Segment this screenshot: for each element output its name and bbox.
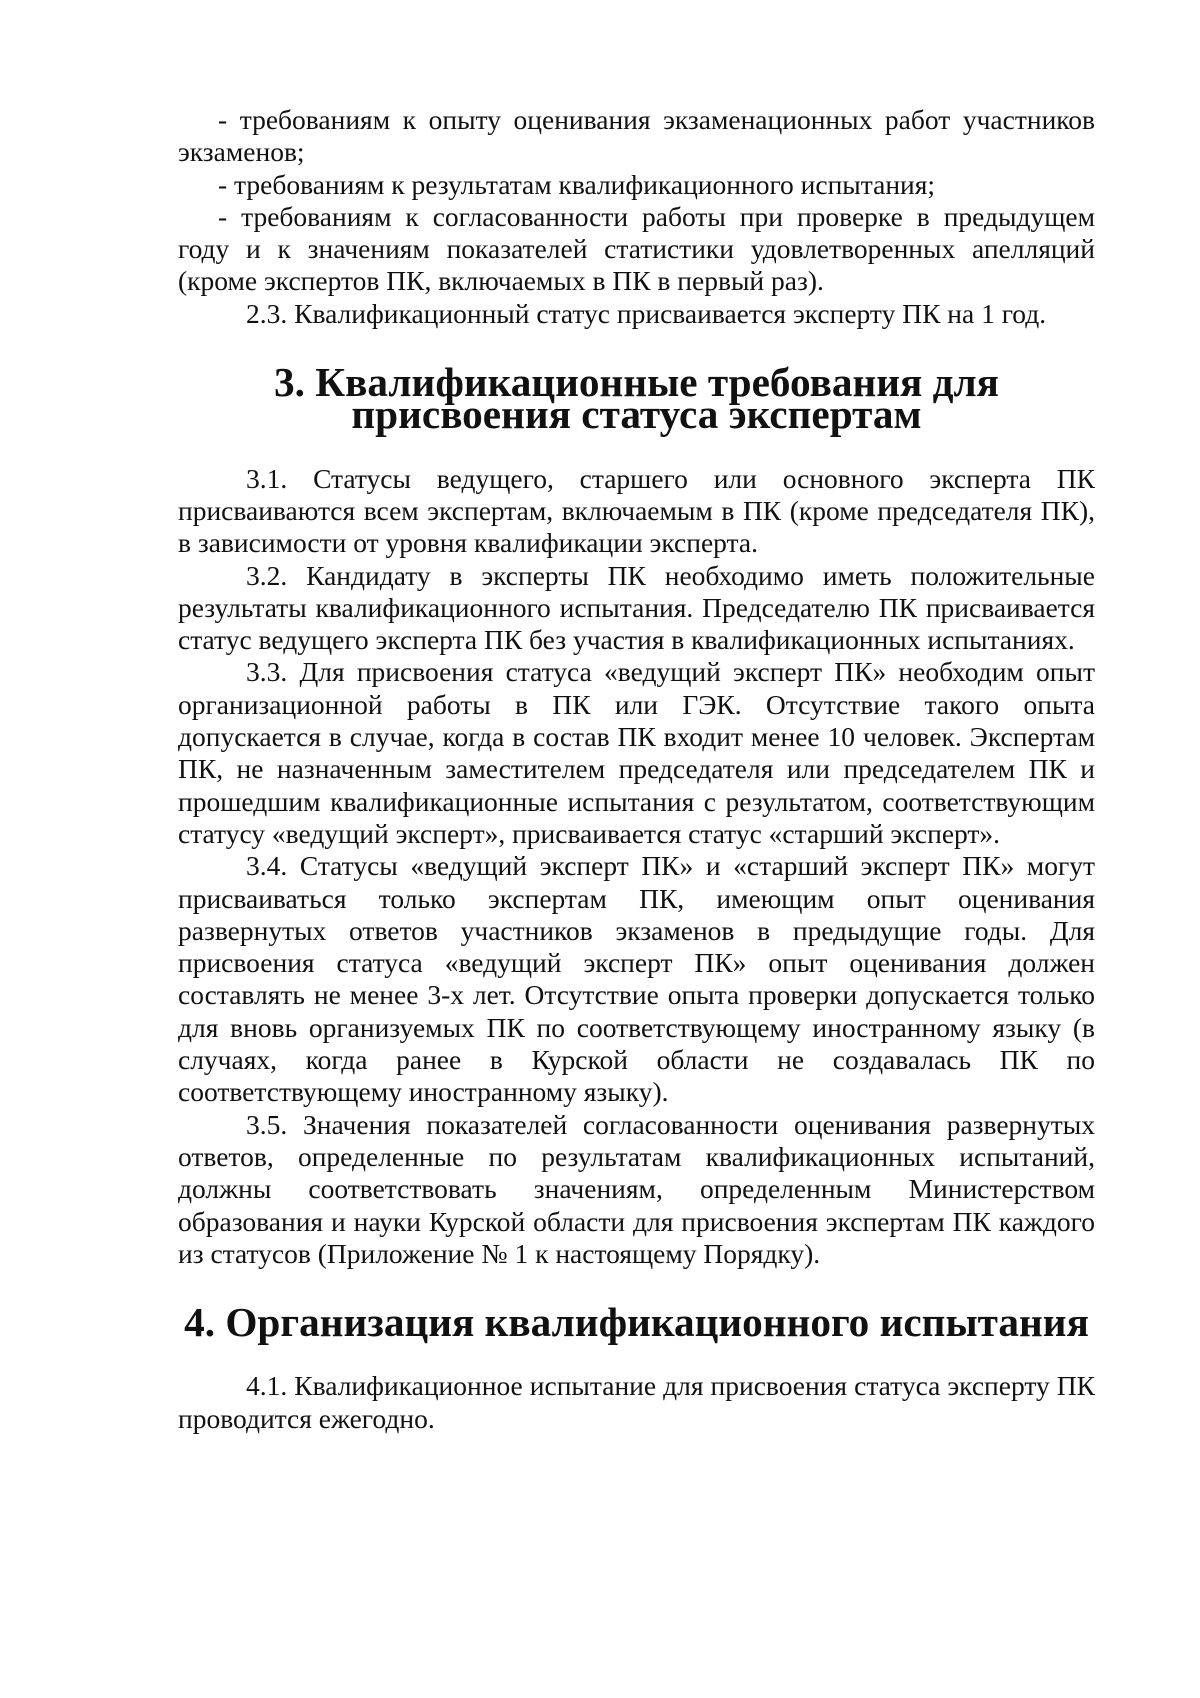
- section-4-heading: 4. Организация квалификационного испытания: [184, 1299, 1089, 1346]
- list-item-results: - требованиям к результатам квалификационного испытания;: [218, 168, 936, 200]
- list-item-consistency: - требованиям к согласованности работы при проверке в предыдущем году и к значениям показателей статистики удовлетворенных апелляций (кроме экспертов ПК, включаемых в ПК в первый раз).: [178, 200, 1095, 297]
- document-page: [178, 104, 1095, 1435]
- paragraph-3-3: 3.3. Для присвоения статуса «ведущий эксперт ПК» необходим опыт организационной работы в ПК или ГЭК. Отсутствие такого опыта допускается в случае, когда в состав ПК входит менее 10 человек. Экспертам ПК, не назначенным заместителем председателя или председателем ПК и прошедшим квалификационные испытания с результатом, соответствующим статусу «ведущий эксперт», присваивается статус «старший эксперт».: [178, 656, 1095, 849]
- list-item-experience: - требованиям к опыту оценивания экзаменационных работ участников экзаменов;: [178, 104, 1095, 168]
- paragraph-3-5: 3.5. Значения показателей согласованности оценивания развернутых ответов, определенные по результатам квалификационных испытаний, должны соответствовать значениям, определенным Министерством образования и науки Курской области для присвоения экспертам ПК каждого из статусов (Приложение № 1 к настоящему Порядку).: [178, 1108, 1095, 1269]
- paragraph-4-1: 4.1. Квалификационное испытание для присвоения статуса эксперту ПК проводится ежегодно.: [178, 1370, 1095, 1434]
- paragraph-2-3: 2.3. Квалификационный статус присваивается эксперту ПК на 1 год.: [246, 297, 1047, 329]
- paragraph-3-1: 3.1. Статусы ведущего, старшего или основного эксперта ПК присваиваются всем экспертам, включаемым в ПК (кроме председателя ПК), в зависимости от уровня квалификации эксперта.: [178, 462, 1095, 559]
- paragraph-3-4: 3.4. Статусы «ведущий эксперт ПК» и «старший эксперт ПК» могут присваиваться только экспертам ПК, имеющим опыт оценивания развернутых ответов участников экзаменов в предыдущие годы. Для присвоения статуса «ведущий эксперт ПК» опыт оценивания должен составлять не менее 3-х лет. Отсутствие опыта проверки допускается только для вновь организуемых ПК по соответствующему иностранному языку (в случаях, когда ранее в Курской области не создавалась ПК по соответствующему иностранному языку).: [178, 850, 1095, 1108]
- section-3-heading: 3. Квалификационные требования для присвоения статуса экспертам: [273, 359, 1000, 438]
- paragraph-3-2: 3.2. Кандидату в эксперты ПК необходимо иметь положительные результаты квалификационного испытания. Председателю ПК присваивается статус ведущего эксперта ПК без участия в квалификационных испытаниях.: [178, 559, 1095, 656]
